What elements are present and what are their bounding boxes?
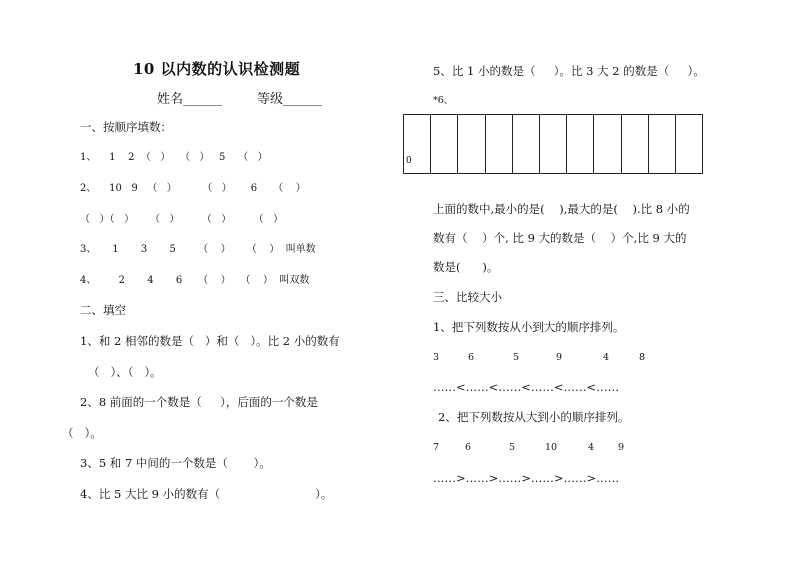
question-6-label: *6、 (433, 95, 454, 106)
number-line-cell[interactable] (676, 115, 702, 173)
section1-row-2-continued: （ ）（ ） （ ） （ ） （ ） (80, 214, 284, 225)
sequence-number: 6 (465, 442, 472, 453)
number-line-cell[interactable] (622, 115, 649, 173)
number-line-boxes (403, 114, 703, 174)
section2-q1-line1: 1、和 2 相邻的数是（ ）和（ ）。比 2 小的数有 (80, 334, 340, 348)
section1-row-2: 2、 10 9 （ ） （ ） 6 （ ） (80, 183, 306, 194)
number-line-cell[interactable] (567, 115, 594, 173)
section1-heading: 一、按顺序填数： (80, 120, 172, 134)
number-line-start-label: 0 (406, 156, 412, 166)
section2-q2-line2: （ ）。 (62, 426, 102, 440)
sequence-number: 5 (513, 352, 520, 363)
grade-field[interactable]: 等级______ (257, 92, 323, 107)
section1-row-4: 4、 2 4 6 （ ） （ ） 叫双数 (80, 275, 310, 286)
sequence-number: 4 (603, 352, 610, 363)
sequence-number: 5 (509, 442, 516, 453)
page-title: 10 以内数的认识检测题 (133, 60, 301, 78)
number-line-cell[interactable] (513, 115, 540, 173)
sequence-number: 9 (556, 352, 563, 363)
section3-q2-text: 2、把下列数按从大到小的顺序排列。 (438, 410, 630, 424)
section3-heading: 三、比较大小 (433, 290, 502, 304)
name-field[interactable]: 姓名______ (157, 92, 223, 107)
number-line-cell[interactable] (404, 115, 431, 173)
number-line-cell[interactable] (540, 115, 567, 173)
sequence-number: 9 (618, 442, 625, 453)
sequence-number: 10 (545, 442, 558, 453)
question-6-line1: 上面的数中,最小的是( ),最大的是( ).比 8 小的 (433, 202, 690, 216)
sequence-number: 7 (433, 442, 440, 453)
section2-q4: 4、比 5 大比 9 小的数有（ ）。 (80, 487, 333, 501)
question-6-line3: 数是( )。 (433, 260, 499, 274)
number-line-cell[interactable] (486, 115, 513, 173)
section1-row-1: 1、 1 2 （ ） （ ） 5 （ ） (80, 152, 268, 163)
question-5: 5、比 1 小的数是（ ）。比 3 大 2 的数是（ ）。 (433, 64, 705, 78)
section2-q2-line1: 2、8 前面的一个数是（ ），后面的一个数是 (80, 395, 318, 409)
number-line-cell[interactable] (594, 115, 621, 173)
number-line-cell[interactable] (431, 115, 458, 173)
number-line-cell[interactable] (649, 115, 676, 173)
sequence-number: 3 (433, 352, 440, 363)
section2-heading: 二、填空 (80, 303, 126, 317)
section3-q1-blanks[interactable]: ……<……<……<……<……<…… (433, 380, 620, 394)
section3-q2-blanks[interactable]: ……>……>……>……>……>…… (433, 471, 620, 485)
section1-row-3: 3、 1 3 5 （ ） （ ） 叫单数 (80, 244, 316, 255)
sequence-number: 8 (639, 352, 646, 363)
question-6-line2: 数有（ ）个, 比 9 大的数是（ ）个,比 9 大的 (433, 231, 687, 245)
sequence-number: 4 (588, 442, 595, 453)
section2-q3: 3、5 和 7 中间的一个数是（ ）。 (80, 456, 271, 470)
section2-q1-line2: （ ）、（ ）。 (88, 365, 162, 379)
sequence-number: 6 (468, 352, 475, 363)
section3-q1-text: 1、把下列数按从小到大的顺序排列。 (433, 320, 625, 334)
number-line-cell[interactable] (458, 115, 485, 173)
